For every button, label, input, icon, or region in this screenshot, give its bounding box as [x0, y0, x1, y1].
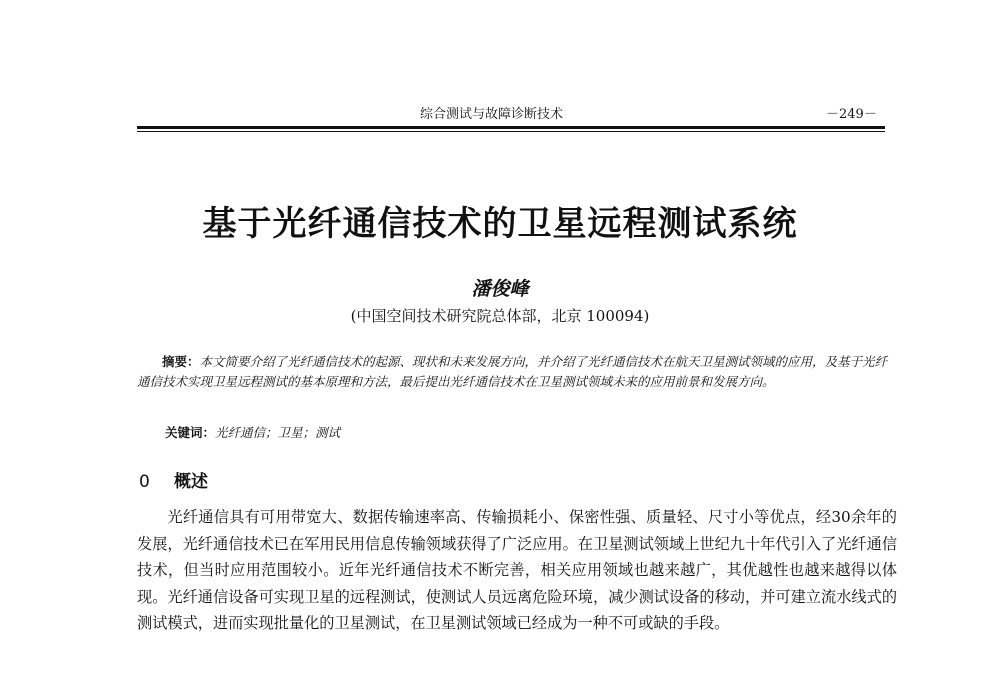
running-head: 综合测试与故障诊断技术: [420, 107, 564, 122]
abstract-label: 摘要：: [162, 354, 200, 369]
keywords-label: 关键词：: [165, 425, 216, 440]
header-rule: [137, 126, 885, 129]
body-paragraph: 光纤通信具有可用带宽大、数据传输速率高、传输损耗小、保密性强、质量轻、尺寸小等优点，经30余年的发展，光纤通信技术已在军用民用信息传输领域获得了广泛应用。在卫星测试领域上世纪九十年代引入了光纤通信技术，但当时应用范围较小。近年光纤通信技术不断完善，相关应用领域也越来越广，其优越性也越来越得以体现。光纤通信设备可实现卫星的远程测试，使测试人员远离危险环境，减少测试设备的移动，并可建立流水线式的测试模式，进而实现批量化的卫星测试，在卫星测试领域已经成为一种不可或缺的手段。: [137, 508, 897, 632]
author-name: 潘俊峰: [471, 278, 529, 300]
section-title: 概述: [174, 472, 208, 492]
section-heading: [139, 467, 208, 492]
paper-title: 基于光纤通信技术的卫星远程测试系统: [202, 204, 798, 244]
author-affiliation: (中国空间技术研究院总体部，北京 100094): [350, 307, 650, 325]
abstract-text: 本文简要介绍了光纤通信技术的起源、现状和未来发展方向，并介绍了光纤通信技术在航天卫星测试领域的应用，及基于光纤通信技术实现卫星远程测试的基本原理和方法，最后提出光纤通信技术在卫星测试领域未来的应用前景和发展方向。: [137, 354, 888, 389]
abstract: [137, 352, 892, 392]
section-number: 0: [139, 472, 150, 492]
keywords-text: 光纤通信；卫星；测试: [215, 425, 341, 440]
header-rule-thin: [137, 131, 885, 132]
page-number: －249－: [826, 107, 877, 122]
keywords: [165, 423, 340, 441]
